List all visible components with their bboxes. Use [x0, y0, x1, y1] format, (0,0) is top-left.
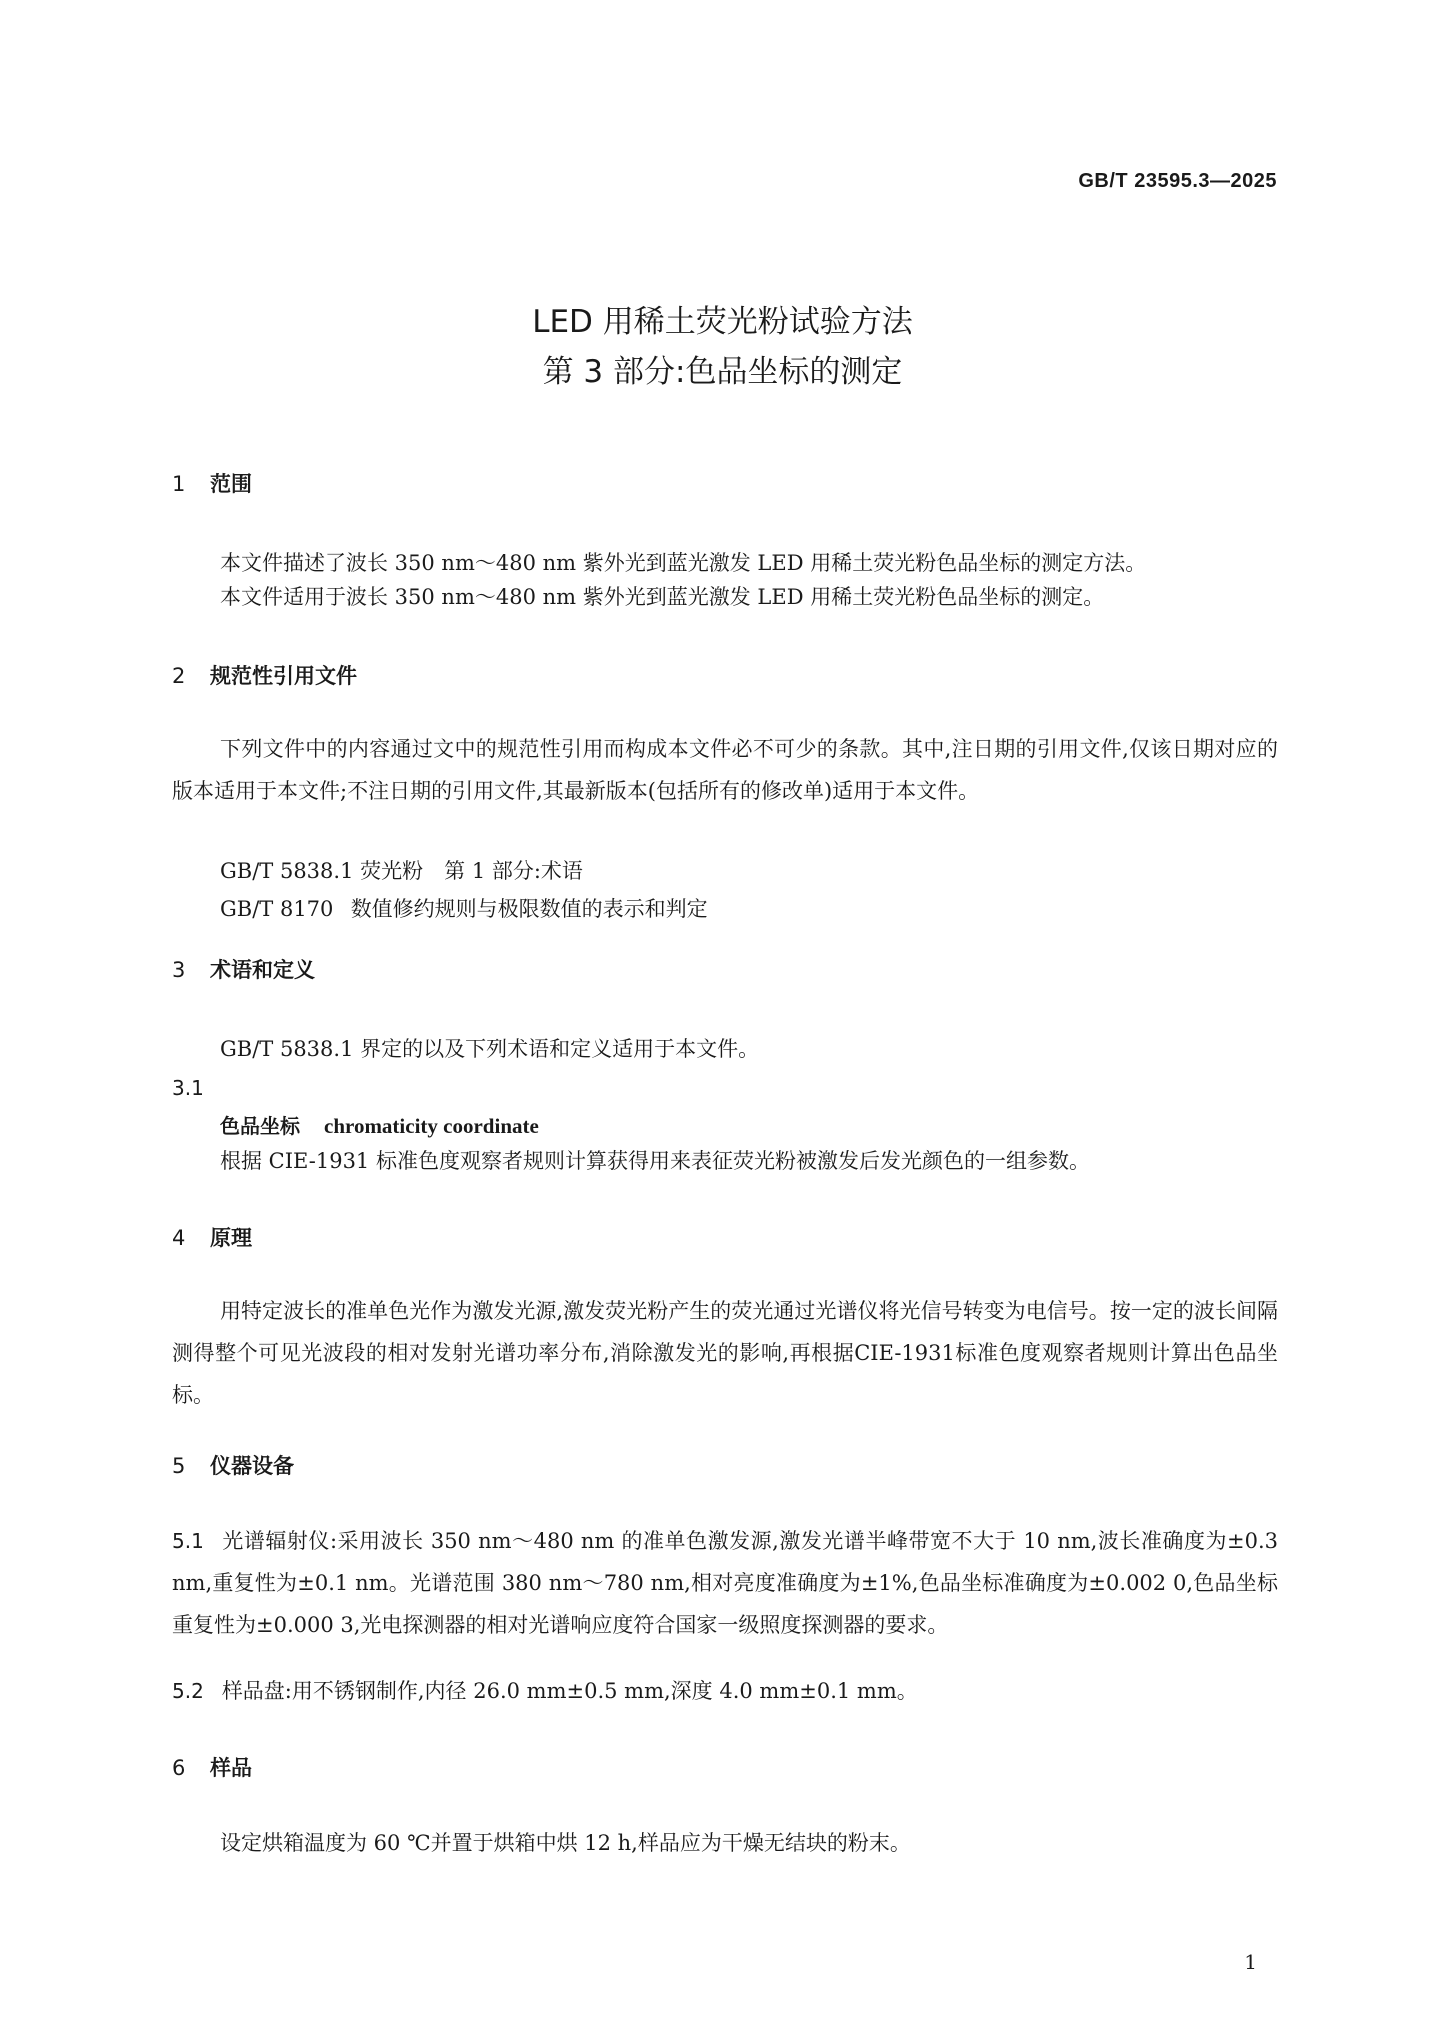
standard-number: GB/T 23595.3—2025 — [1078, 170, 1277, 192]
section-4-paragraph: 用特定波长的准单色光作为激发光源,激发荧光粉产生的荧光通过光谱仪将光信号转变为电信号。按一定的波长间隔测得整个可见光波段的相对发射光谱功率分布,消除激发光的影响,再根据CIE-1931标准色度观察者规则计算出色品坐标。 — [172, 1299, 1278, 1407]
clause-number: 5.2 — [172, 1679, 204, 1703]
section-number: 2 — [172, 664, 186, 688]
section-title: 规范性引用文件 — [210, 664, 357, 688]
section-title: 范围 — [210, 472, 252, 496]
section-2-paragraph: 下列文件中的内容通过文中的规范性引用而构成本文件必不可少的条款。其中,注日期的引用文件,仅该日期对应的版本适用于本文件;不注日期的引用文件,其最新版本(包括所有的修改单)适用于本文件。 — [172, 737, 1278, 803]
reference-item — [220, 888, 708, 930]
document-title-line1: LED 用稀土荧光粉试验方法 — [532, 304, 913, 340]
section-1-paragraph-2: 本文件适用于波长 350 nm～480 nm 紫外光到蓝光激发 LED 用稀土荧光粉色品坐标的测定。 — [220, 585, 1105, 609]
section-number: 1 — [172, 472, 186, 496]
term-definition: 根据 CIE-1931 标准色度观察者规则计算获得用来表征荧光粉被激发后发光颜色的一组参数。 — [220, 1149, 1090, 1173]
section-title: 样品 — [210, 1756, 252, 1780]
clause-text: 样品盘:用不锈钢制作,内径 26.0 mm±0.5 mm,深度 4.0 mm±0.1 mm。 — [221, 1679, 918, 1703]
page-number: 1 — [1244, 1950, 1257, 1974]
section-title: 仪器设备 — [210, 1454, 294, 1478]
section-number: 5 — [172, 1454, 186, 1478]
reference-title: 数值修约规则与极限数值的表示和判定 — [350, 897, 708, 921]
term-english: chromaticity coordinate — [324, 1114, 539, 1138]
reference-code: GB/T 5838.1 — [220, 859, 354, 883]
clause-5-2 — [172, 1670, 1278, 1712]
document-title-line2: 第 3 部分:色品坐标的测定 — [542, 354, 903, 390]
section-number: 6 — [172, 1756, 186, 1780]
reference-code: GB/T 8170 — [220, 897, 334, 921]
section-1-paragraph-1: 本文件描述了波长 350 nm～480 nm 紫外光到蓝光激发 LED 用稀土荧光粉色品坐标的测定方法。 — [220, 551, 1147, 575]
term-entry — [220, 1110, 539, 1139]
clause-number: 5.1 — [172, 1529, 204, 1553]
section-5-heading — [172, 1450, 294, 1480]
term-chinese: 色品坐标 — [220, 1114, 300, 1138]
clause-5-1 — [172, 1520, 1278, 1646]
section-4-heading — [172, 1222, 252, 1252]
clause-text: 光谱辐射仪:采用波长 350 nm～480 nm 的准单色激发源,激发光谱半峰带宽不大于 10 nm,波长准确度为±0.3 nm,重复性为±0.1 nm。光谱范围 380 nm～780 nm,相对亮度准确度为±1%,色品坐标准确度为±0.002 0,色品坐标重复性为±0.000 3,光电探测器的相对光谱响应度符合国家一级照度探测器的要求。 — [172, 1529, 1278, 1637]
section-6-paragraph: 设定烘箱温度为 60 ℃并置于烘箱中烘 12 h,样品应为干燥无结块的粉末。 — [220, 1831, 911, 1855]
reference-item — [220, 850, 583, 892]
section-number: 3 — [172, 958, 186, 982]
section-2-heading — [172, 660, 357, 690]
section-title: 术语和定义 — [210, 958, 315, 982]
section-3-heading — [172, 954, 315, 984]
subsection-3-1-number: 3.1 — [172, 1076, 204, 1100]
reference-title: 荧光粉 第 1 部分:术语 — [360, 859, 583, 883]
section-1-heading — [172, 468, 252, 498]
section-3-paragraph: GB/T 5838.1 界定的以及下列术语和定义适用于本文件。 — [220, 1037, 760, 1061]
section-title: 原理 — [210, 1226, 252, 1250]
section-number: 4 — [172, 1226, 186, 1250]
section-6-heading — [172, 1752, 252, 1782]
